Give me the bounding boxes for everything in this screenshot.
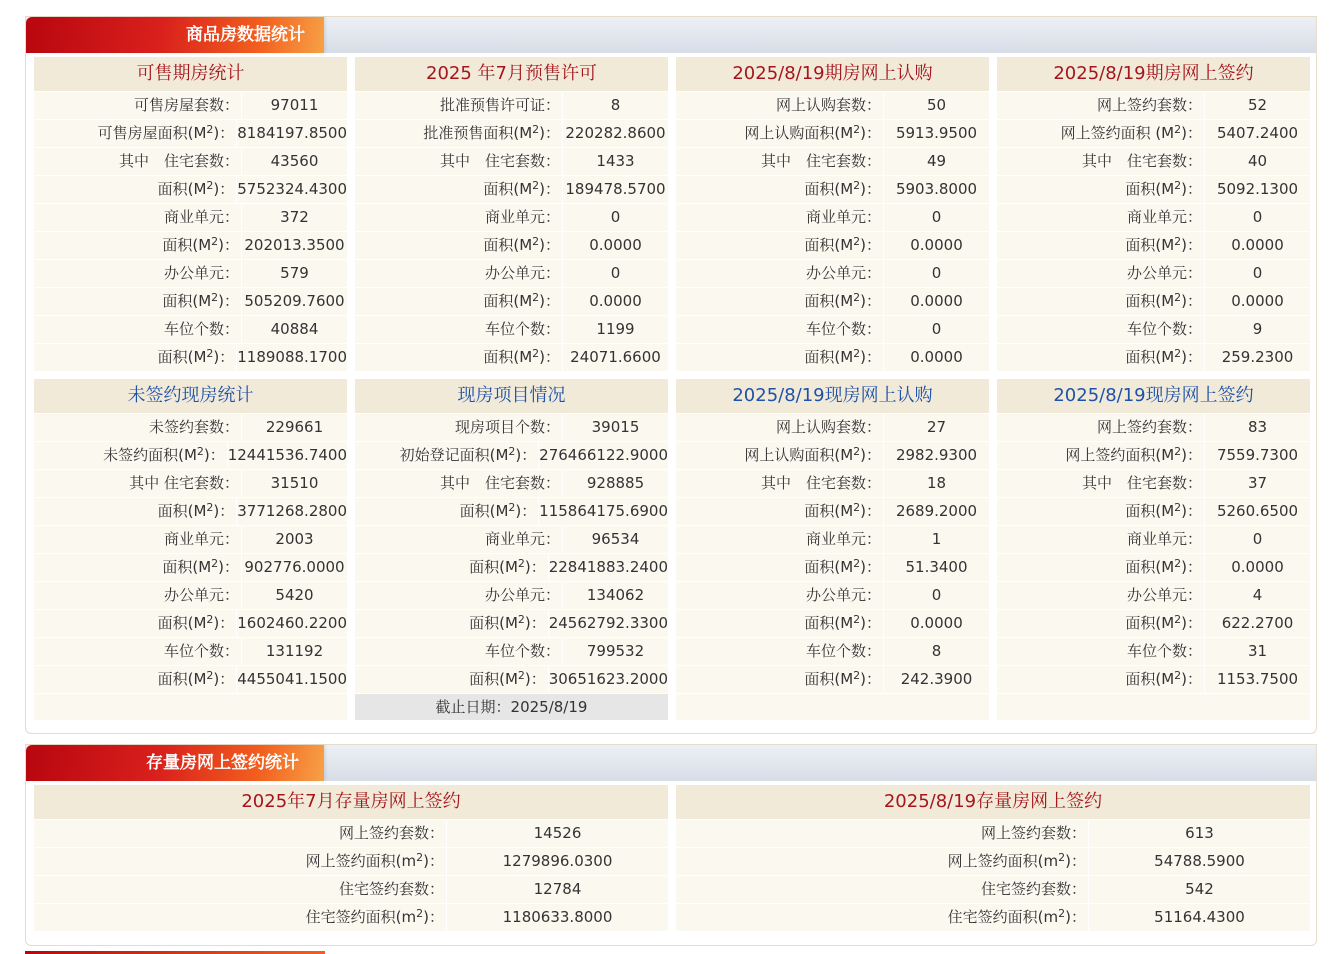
stat-row <box>676 847 1310 875</box>
stat-label: 初始登记面积$(M^2)$： <box>399 445 537 464</box>
stat-row <box>34 287 347 315</box>
stat-label: 办公单元： <box>163 586 239 604</box>
stat-value: 229661 <box>265 418 324 436</box>
stat-row <box>997 259 1310 287</box>
stat-row <box>997 119 1310 147</box>
stat-value: 242.3900 <box>900 670 973 688</box>
stats-panel <box>997 57 1310 371</box>
stat-label: 面积$(M^2)$： <box>804 291 881 310</box>
stat-value: 1153.7500 <box>1216 670 1299 688</box>
stat-row <box>34 553 347 581</box>
stat-value: 5752324.4300 <box>237 180 347 198</box>
stat-value: 8 <box>610 96 621 114</box>
stat-row <box>676 609 989 637</box>
stat-value: 12441536.7400 <box>227 446 347 464</box>
stat-row <box>676 875 1310 903</box>
stat-row <box>997 231 1310 259</box>
stats-panel <box>997 379 1310 720</box>
stat-label: 其中 住宅套数： <box>439 152 560 170</box>
stat-label: 批准预售面积$(M^2)$： <box>423 123 560 142</box>
stat-value: 1199 <box>596 320 635 338</box>
stat-label: 车位个数： <box>163 320 239 338</box>
stat-value: 22841883.2400 <box>548 558 668 576</box>
stat-row <box>997 413 1310 441</box>
stat-label: 网上签约套数： <box>338 824 444 842</box>
stat-value: 2689.2000 <box>895 502 978 520</box>
stat-row <box>676 343 989 371</box>
stat-row <box>997 441 1310 469</box>
stat-value: 0.0000 <box>1231 292 1284 310</box>
stat-label: 其中 住宅套数： <box>129 474 239 492</box>
stat-row <box>676 553 989 581</box>
cutoff-date: 截止日期：2025/8/19 <box>355 694 668 720</box>
stat-label: 其中 住宅套数： <box>118 152 239 170</box>
stat-value: 8184197.8500 <box>237 124 347 142</box>
stat-label: 面积$(M^2)$： <box>804 179 881 198</box>
stat-label: 商业单元： <box>1126 530 1202 548</box>
stat-value: 189478.5700 <box>565 180 666 198</box>
stat-row <box>355 119 668 147</box>
stat-label: 商业单元： <box>484 530 560 548</box>
stat-label: 面积$(M^2)$： <box>469 557 546 576</box>
panel-title: 可售期房统计 <box>34 57 347 91</box>
stat-row <box>997 469 1310 497</box>
stat-label: 面积$(M^2)$： <box>459 501 537 520</box>
stat-row <box>676 581 989 609</box>
stat-value: 83 <box>1247 418 1268 436</box>
stat-label: 办公单元： <box>805 586 881 604</box>
stat-row <box>676 903 1310 931</box>
stat-value: 0.0000 <box>589 236 642 254</box>
stat-value: 24562792.3300 <box>548 614 668 632</box>
stat-value: 5903.8000 <box>895 180 978 198</box>
stat-row <box>355 175 668 203</box>
stat-label: 车位个数： <box>484 642 560 660</box>
stat-row <box>997 203 1310 231</box>
stat-label: 商业单元： <box>805 208 881 226</box>
stat-value: 52 <box>1247 96 1268 114</box>
stat-label: 其中 住宅套数： <box>760 152 881 170</box>
stat-row <box>997 343 1310 371</box>
stat-label: 网上签约面积$(m^2)$： <box>305 851 444 870</box>
stat-label: 办公单元： <box>1126 264 1202 282</box>
stat-value: 622.2700 <box>1221 614 1294 632</box>
panel-title: 2025 年7月预售许可 <box>355 57 668 91</box>
stat-row <box>355 203 668 231</box>
stat-value: 18 <box>926 474 947 492</box>
stat-value: 12784 <box>533 880 582 898</box>
section-title: 商品房数据统计 <box>26 17 324 53</box>
stat-value: 0.0000 <box>589 292 642 310</box>
stat-value: 40 <box>1247 152 1268 170</box>
stats-panel <box>676 379 989 720</box>
stats-panel <box>34 379 347 720</box>
stat-label: 面积$(M^2)$： <box>804 235 881 254</box>
stat-value: 0 <box>931 320 942 338</box>
stat-row <box>997 497 1310 525</box>
stat-value: 0 <box>931 208 942 226</box>
stat-label: 面积$(M^2)$： <box>1125 291 1202 310</box>
stat-value: 40884 <box>270 320 319 338</box>
stat-row <box>355 343 668 371</box>
stat-row <box>676 287 989 315</box>
stat-label: 面积$(M^2)$： <box>804 557 881 576</box>
stat-value: 0.0000 <box>1231 236 1284 254</box>
stat-value: 202013.3500 <box>244 236 345 254</box>
stat-label: 面积$(M^2)$： <box>469 669 546 688</box>
stat-label: 可售房屋套数： <box>133 96 239 114</box>
stat-row <box>997 287 1310 315</box>
stat-label: 可售房屋面积$(M^2)$： <box>97 123 235 142</box>
stat-value: 0 <box>610 264 621 282</box>
stat-label: 住宅签约套数： <box>338 880 444 898</box>
stat-value: 3771268.2800 <box>237 502 347 520</box>
stats-panel <box>676 57 989 371</box>
panel-title: 未签约现房统计 <box>34 379 347 413</box>
stat-row <box>676 665 989 693</box>
stat-row <box>355 469 668 497</box>
stat-row <box>34 875 668 903</box>
stat-row <box>997 175 1310 203</box>
stat-label: 网上认购面积$(M^2)$： <box>744 123 881 142</box>
stat-row <box>34 497 347 525</box>
stat-row <box>355 147 668 175</box>
stat-label: 办公单元： <box>805 264 881 282</box>
stat-row <box>34 175 347 203</box>
stat-row <box>34 91 347 119</box>
stat-row <box>34 847 668 875</box>
stat-value: 0.0000 <box>1231 558 1284 576</box>
panel-title: 2025年7月存量房网上签约 <box>34 785 668 819</box>
stat-row <box>34 203 347 231</box>
stat-value: 220282.8600 <box>565 124 666 142</box>
stat-value: 0.0000 <box>910 292 963 310</box>
stat-row <box>34 819 668 847</box>
stat-value: 0 <box>1252 530 1263 548</box>
stat-label: 批准预售许可证： <box>439 96 560 114</box>
stat-row <box>34 581 347 609</box>
stat-row <box>355 581 668 609</box>
panel-title: 2025/8/19存量房网上签约 <box>676 785 1310 819</box>
stat-row <box>676 497 989 525</box>
stat-label: 面积$(M^2)$： <box>804 347 881 366</box>
panel-title: 2025/8/19现房网上认购 <box>676 379 989 413</box>
panel-title: 现房项目情况 <box>355 379 668 413</box>
stat-row <box>34 665 347 693</box>
stat-label: 网上签约面积 $(M^2)$： <box>1060 123 1202 142</box>
stat-row <box>355 287 668 315</box>
stat-row <box>355 231 668 259</box>
stat-value: 1279896.0300 <box>502 852 613 870</box>
stat-value: 1602460.2200 <box>237 614 347 632</box>
stat-label: 网上认购套数： <box>775 418 881 436</box>
stat-row <box>355 525 668 553</box>
stat-value: 0.0000 <box>910 348 963 366</box>
stat-value: 131192 <box>265 642 324 660</box>
stat-row <box>997 637 1310 665</box>
stat-row <box>34 231 347 259</box>
stat-label: 其中 住宅套数： <box>439 474 560 492</box>
stat-value: 1180633.8000 <box>502 908 613 926</box>
stat-label: 面积$(M^2)$： <box>157 613 235 632</box>
stat-label: 网上签约套数： <box>1096 96 1202 114</box>
stat-label: 面积$(M^2)$： <box>157 347 235 366</box>
stat-row <box>997 581 1310 609</box>
stat-label: 面积$(M^2)$： <box>804 669 881 688</box>
stat-label: 面积$(M^2)$： <box>483 235 560 254</box>
stat-value: 2003 <box>275 530 314 548</box>
stat-row <box>355 665 668 693</box>
stat-row <box>34 147 347 175</box>
stat-label: 办公单元： <box>484 264 560 282</box>
stat-value: 30651623.2000 <box>548 670 668 688</box>
stat-label: 车位个数： <box>1126 642 1202 660</box>
stat-value: 259.2300 <box>1221 348 1294 366</box>
stat-value: 799532 <box>586 642 645 660</box>
stat-label: 面积$(M^2)$： <box>157 669 235 688</box>
stats-panel <box>34 57 347 371</box>
stat-label: 面积$(M^2)$： <box>1125 235 1202 254</box>
stat-row <box>34 441 347 469</box>
stat-label: 商业单元： <box>1126 208 1202 226</box>
stat-label: 商业单元： <box>484 208 560 226</box>
stat-value: 1433 <box>596 152 635 170</box>
stat-value: 579 <box>280 264 309 282</box>
stat-row <box>676 637 989 665</box>
stat-row <box>34 637 347 665</box>
stat-label: 住宅签约面积$(m^2)$： <box>305 907 444 926</box>
stat-value: 0 <box>610 208 621 226</box>
stat-row <box>997 553 1310 581</box>
stat-row <box>676 175 989 203</box>
stat-row <box>34 469 347 497</box>
stat-row <box>676 147 989 175</box>
empty-row <box>997 693 1310 720</box>
stats-panel <box>676 785 1310 931</box>
stat-label: 商业单元： <box>163 208 239 226</box>
stat-value: 0 <box>931 264 942 282</box>
stat-label: 面积$(M^2)$： <box>1125 557 1202 576</box>
stat-row <box>676 819 1310 847</box>
stat-row <box>676 441 989 469</box>
stat-label: 面积$(M^2)$： <box>162 235 239 254</box>
stat-value: 0 <box>1252 264 1263 282</box>
stat-label: 面积$(M^2)$： <box>483 347 560 366</box>
stat-value: 613 <box>1185 824 1214 842</box>
stat-label: 商业单元： <box>163 530 239 548</box>
stat-value: 0.0000 <box>910 614 963 632</box>
stat-row <box>676 525 989 553</box>
stat-value: 97011 <box>270 96 319 114</box>
stat-value: 5260.6500 <box>1216 502 1299 520</box>
stat-row <box>355 315 668 343</box>
stat-label: 面积$(M^2)$： <box>483 179 560 198</box>
stat-label: 未签约套数： <box>148 418 239 436</box>
stat-row <box>355 637 668 665</box>
stat-row <box>34 119 347 147</box>
stat-value: 96534 <box>591 530 640 548</box>
stat-label: 面积$(M^2)$： <box>804 501 881 520</box>
stat-label: 车位个数： <box>484 320 560 338</box>
stat-value: 5092.1300 <box>1216 180 1299 198</box>
stat-row <box>997 91 1310 119</box>
stat-label: 网上签约套数： <box>1096 418 1202 436</box>
stat-value: 276466122.9000 <box>539 446 668 464</box>
stat-value: 542 <box>1185 880 1214 898</box>
panel-title: 2025/8/19期房网上签约 <box>997 57 1310 91</box>
stat-row <box>676 315 989 343</box>
stat-label: 面积$(M^2)$： <box>162 557 239 576</box>
resale-housing-section <box>25 744 1317 946</box>
stat-value: 134062 <box>586 586 645 604</box>
stat-label: 面积$(M^2)$： <box>162 291 239 310</box>
stat-label: 现房项目个数： <box>454 418 560 436</box>
stat-label: 未签约面积$(M^2)$： <box>103 445 225 464</box>
stat-row <box>34 609 347 637</box>
stat-row <box>34 259 347 287</box>
stat-label: 住宅签约套数： <box>980 880 1086 898</box>
section-title: 存量房网上签约统计 <box>26 745 324 781</box>
stat-label: 办公单元： <box>163 264 239 282</box>
stat-label: 商业单元： <box>805 530 881 548</box>
stat-value: 43560 <box>270 152 319 170</box>
stat-value: 51164.4300 <box>1154 908 1245 926</box>
empty-row <box>676 693 989 720</box>
stat-value: 902776.0000 <box>244 558 345 576</box>
stat-value: 115864175.6900 <box>539 502 668 520</box>
stat-row <box>355 609 668 637</box>
stat-label: 面积$(M^2)$： <box>1125 669 1202 688</box>
stat-label: 面积$(M^2)$： <box>1125 501 1202 520</box>
stat-value: 0 <box>931 586 942 604</box>
stat-label: 车位个数： <box>805 642 881 660</box>
commodity-housing-section <box>25 16 1317 734</box>
stat-label: 其中 住宅套数： <box>1081 152 1202 170</box>
empty-row <box>34 693 347 720</box>
stat-value: 2982.9300 <box>895 446 978 464</box>
stat-row <box>34 525 347 553</box>
stat-row <box>997 147 1310 175</box>
stat-label: 车位个数： <box>1126 320 1202 338</box>
stat-row <box>676 231 989 259</box>
stat-value: 9 <box>1252 320 1263 338</box>
stat-label: 网上签约套数： <box>980 824 1086 842</box>
stat-label: 面积$(M^2)$： <box>157 179 235 198</box>
stat-row <box>676 203 989 231</box>
stat-value: 31510 <box>270 474 319 492</box>
stat-value: 7559.7300 <box>1216 446 1299 464</box>
stat-label: 面积$(M^2)$： <box>1125 179 1202 198</box>
stats-panel <box>355 57 668 371</box>
stat-row <box>355 497 668 525</box>
stat-label: 网上签约面积$(m^2)$： <box>947 851 1086 870</box>
stat-row <box>34 413 347 441</box>
stat-value: 5407.2400 <box>1216 124 1299 142</box>
stat-value: 8 <box>931 642 942 660</box>
stat-label: 面积$(M^2)$： <box>804 613 881 632</box>
stat-label: 面积$(M^2)$： <box>469 613 546 632</box>
stat-label: 办公单元： <box>484 586 560 604</box>
stat-value: 1 <box>931 530 942 548</box>
stat-value: 928885 <box>586 474 645 492</box>
stats-panel <box>34 785 668 931</box>
stat-value: 1189088.1700 <box>237 348 347 366</box>
stat-value: 372 <box>280 208 309 226</box>
stat-label: 住宅签约面积$(m^2)$： <box>947 907 1086 926</box>
stat-value: 31 <box>1247 642 1268 660</box>
stat-row <box>355 441 668 469</box>
stats-panel <box>355 379 668 720</box>
stat-value: 4 <box>1252 586 1263 604</box>
stat-value: 0.0000 <box>910 236 963 254</box>
stat-value: 505209.7600 <box>244 292 345 310</box>
stat-row <box>997 315 1310 343</box>
stat-value: 5420 <box>275 586 314 604</box>
stat-label: 面积$(M^2)$： <box>483 291 560 310</box>
panel-title: 2025/8/19现房网上签约 <box>997 379 1310 413</box>
stat-row <box>34 343 347 371</box>
stat-label: 其中 住宅套数： <box>760 474 881 492</box>
stat-row <box>676 259 989 287</box>
stat-value: 5913.9500 <box>895 124 978 142</box>
panel-title: 2025/8/19期房网上认购 <box>676 57 989 91</box>
stat-row <box>34 903 668 931</box>
stat-row <box>676 119 989 147</box>
stat-row <box>997 665 1310 693</box>
stat-row <box>355 413 668 441</box>
stat-label: 车位个数： <box>163 642 239 660</box>
stat-value: 4455041.1500 <box>237 670 347 688</box>
stat-label: 其中 住宅套数： <box>1081 474 1202 492</box>
stat-value: 49 <box>926 152 947 170</box>
stat-row <box>355 91 668 119</box>
stat-label: 面积$(M^2)$： <box>157 501 235 520</box>
stat-value: 0 <box>1252 208 1263 226</box>
stat-value: 37 <box>1247 474 1268 492</box>
stat-label: 面积$(M^2)$： <box>1125 613 1202 632</box>
stat-label: 办公单元： <box>1126 586 1202 604</box>
stat-label: 网上签约面积$(M^2)$： <box>1065 445 1202 464</box>
stat-row <box>676 469 989 497</box>
stat-value: 54788.5900 <box>1154 852 1245 870</box>
stat-value: 14526 <box>533 824 582 842</box>
stat-row <box>676 91 989 119</box>
stat-value: 51.3400 <box>905 558 968 576</box>
stat-row <box>997 525 1310 553</box>
stat-row <box>676 413 989 441</box>
stat-row <box>34 315 347 343</box>
stat-row <box>997 609 1310 637</box>
stat-row <box>355 553 668 581</box>
stat-value: 50 <box>926 96 947 114</box>
stat-label: 网上认购套数： <box>775 96 881 114</box>
stat-label: 网上认购面积$(M^2)$： <box>744 445 881 464</box>
stat-row <box>355 259 668 287</box>
stat-value: 27 <box>926 418 947 436</box>
stat-value: 39015 <box>591 418 640 436</box>
stat-value: 24071.6600 <box>570 348 661 366</box>
stat-label: 面积$(M^2)$： <box>1125 347 1202 366</box>
stat-label: 车位个数： <box>805 320 881 338</box>
